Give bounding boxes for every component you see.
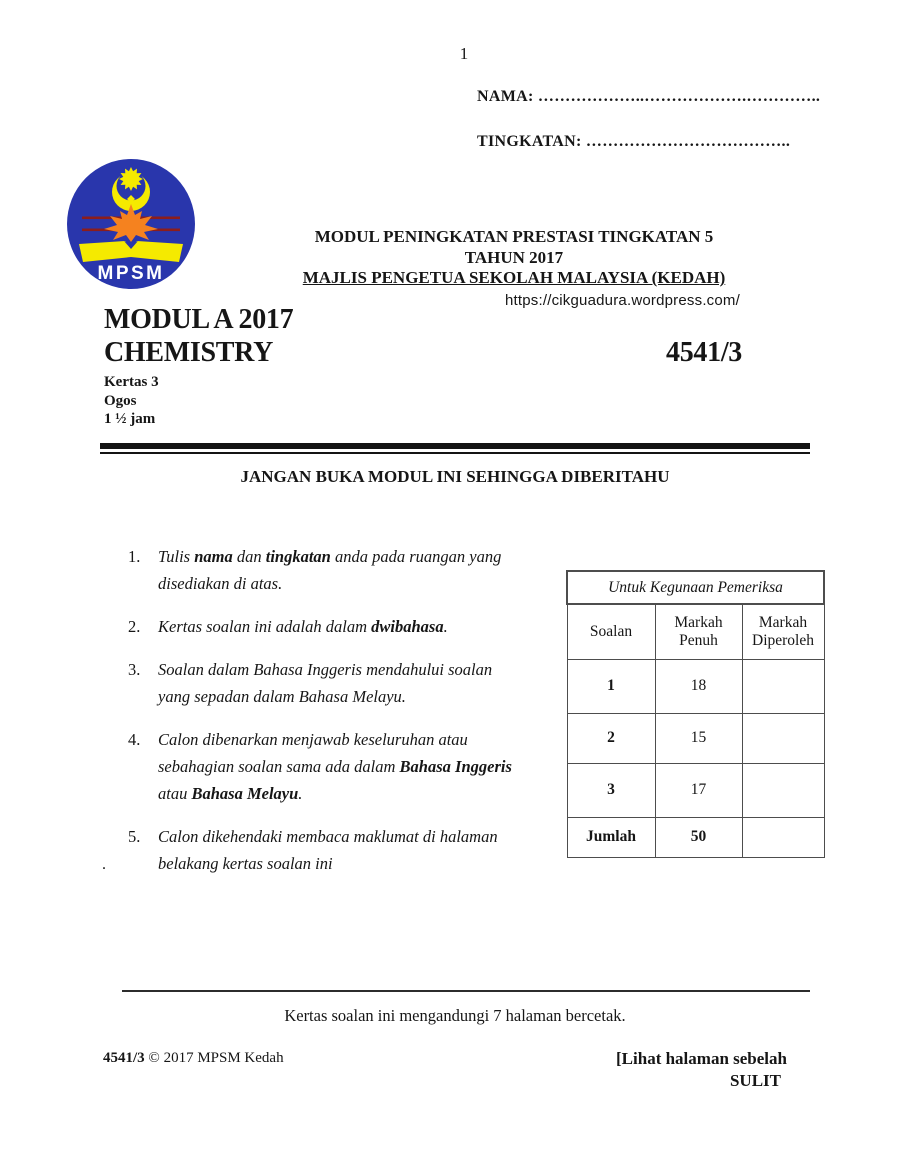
duration-label: 1 ½ jam xyxy=(104,411,156,427)
module-header-line3: MAJLIS PENGETUA SEKOLAH MALAYSIA (KEDAH) xyxy=(302,268,726,287)
examiner-use-table xyxy=(566,570,825,858)
sulit-label: SULIT xyxy=(729,1071,781,1090)
mpsm-logo-icon xyxy=(66,158,196,290)
mpsm-logo xyxy=(66,158,196,290)
instruction-number: 1. xyxy=(128,547,141,566)
instruction-number: 3. xyxy=(128,660,141,679)
examiner-table-title: Untuk Kegunaan Pemeriksa xyxy=(567,571,824,604)
module-title: MODUL A 2017 xyxy=(104,304,294,335)
obtained-marks-cell xyxy=(742,659,824,713)
module-header-line1: MODUL PENINGKATAN PRESTASI TINGKATAN 5 xyxy=(314,227,714,246)
divider-thin-rule xyxy=(100,452,810,454)
question-number-cell: 2 xyxy=(567,713,655,763)
title-block xyxy=(104,303,742,429)
instruction-number: 4. xyxy=(128,730,141,749)
instructions-list xyxy=(128,543,598,893)
obtained-marks-cell xyxy=(742,713,824,763)
instruction-text: Kertas soalan ini adalah dalam dwibahasa. xyxy=(158,617,448,636)
module-header-line2: TAHUN 2017 xyxy=(464,247,564,267)
instruction-item-1 xyxy=(128,543,598,597)
column-header-markah-penuh: Markah Penuh xyxy=(655,604,742,659)
question-number-cell: 3 xyxy=(567,763,655,817)
do-not-open-notice: JANGAN BUKA MODUL INI SEHINGGA DIBERITAHU xyxy=(240,467,670,486)
footer-left xyxy=(103,1050,284,1067)
instruction-item-3 xyxy=(128,656,598,710)
full-marks-cell: 18 xyxy=(655,659,742,713)
divider-thick-rule xyxy=(100,443,810,449)
table-row-total xyxy=(567,817,824,857)
subject-title: CHEMISTRY xyxy=(104,337,274,368)
footer-divider-line xyxy=(122,990,810,992)
tingkatan-fill-line: TINGKATAN: ……………………………….. xyxy=(477,133,791,150)
total-marks-cell: 50 xyxy=(655,817,742,857)
month-label: Ogos xyxy=(104,392,137,409)
instruction-number: 5. xyxy=(128,827,141,846)
footer-paper-code: 4541/3 xyxy=(103,1050,145,1066)
footer-copyright: © 2017 MPSM Kedah xyxy=(144,1050,284,1066)
instruction-text: Calon dikehendaki membaca maklumat di halaman belakang kertas soalan ini xyxy=(158,827,498,873)
total-label-cell: Jumlah xyxy=(567,817,655,857)
nama-fill-line: NAMA: ………………..……………….………….. xyxy=(477,88,821,105)
full-marks-cell: 15 xyxy=(655,713,742,763)
obtained-marks-cell xyxy=(742,763,824,817)
instruction-text: Tulis nama dan tingkatan anda pada ruangan yang disediakan di atas. xyxy=(158,547,502,593)
table-row xyxy=(567,659,824,713)
page-number: 1 xyxy=(459,44,469,63)
instruction-item-4 xyxy=(128,726,598,807)
website-url: https://cikguadura.wordpress.com/ xyxy=(504,291,740,309)
full-marks-cell: 17 xyxy=(655,763,742,817)
paper-label: Kertas 3 xyxy=(104,374,159,390)
column-header-soalan: Soalan xyxy=(567,604,655,659)
footer-right xyxy=(616,1048,787,1092)
mpsm-logo-text: MPSM xyxy=(97,263,165,284)
instruction-text: Calon dibenarkan menjawab keseluruhan atau sebahagian soalan sama ada dalam Bahasa Inggeris atau Bahasa Melayu. xyxy=(158,730,512,803)
paper-code: 4541/3 xyxy=(666,337,742,368)
obtained-marks-cell xyxy=(742,817,824,857)
instruction-item-2 xyxy=(128,613,598,640)
instruction-number: 2. xyxy=(128,617,141,636)
column-header-markah-diperoleh: Markah Diperoleh xyxy=(742,604,824,659)
see-next-page-label: [Lihat halaman sebelah xyxy=(616,1049,787,1068)
table-row xyxy=(567,713,824,763)
module-header xyxy=(288,227,740,311)
instruction-item-5 xyxy=(128,823,598,877)
question-number-cell: 1 xyxy=(567,659,655,713)
instruction-text: Soalan dalam Bahasa Inggeris mendahului soalan yang sepadan dalam Bahasa Melayu. xyxy=(158,660,493,706)
page-count-note: Kertas soalan ini mengandungi 7 halaman bercetak. xyxy=(284,1006,626,1025)
stray-period: . xyxy=(102,856,106,873)
table-row xyxy=(567,763,824,817)
